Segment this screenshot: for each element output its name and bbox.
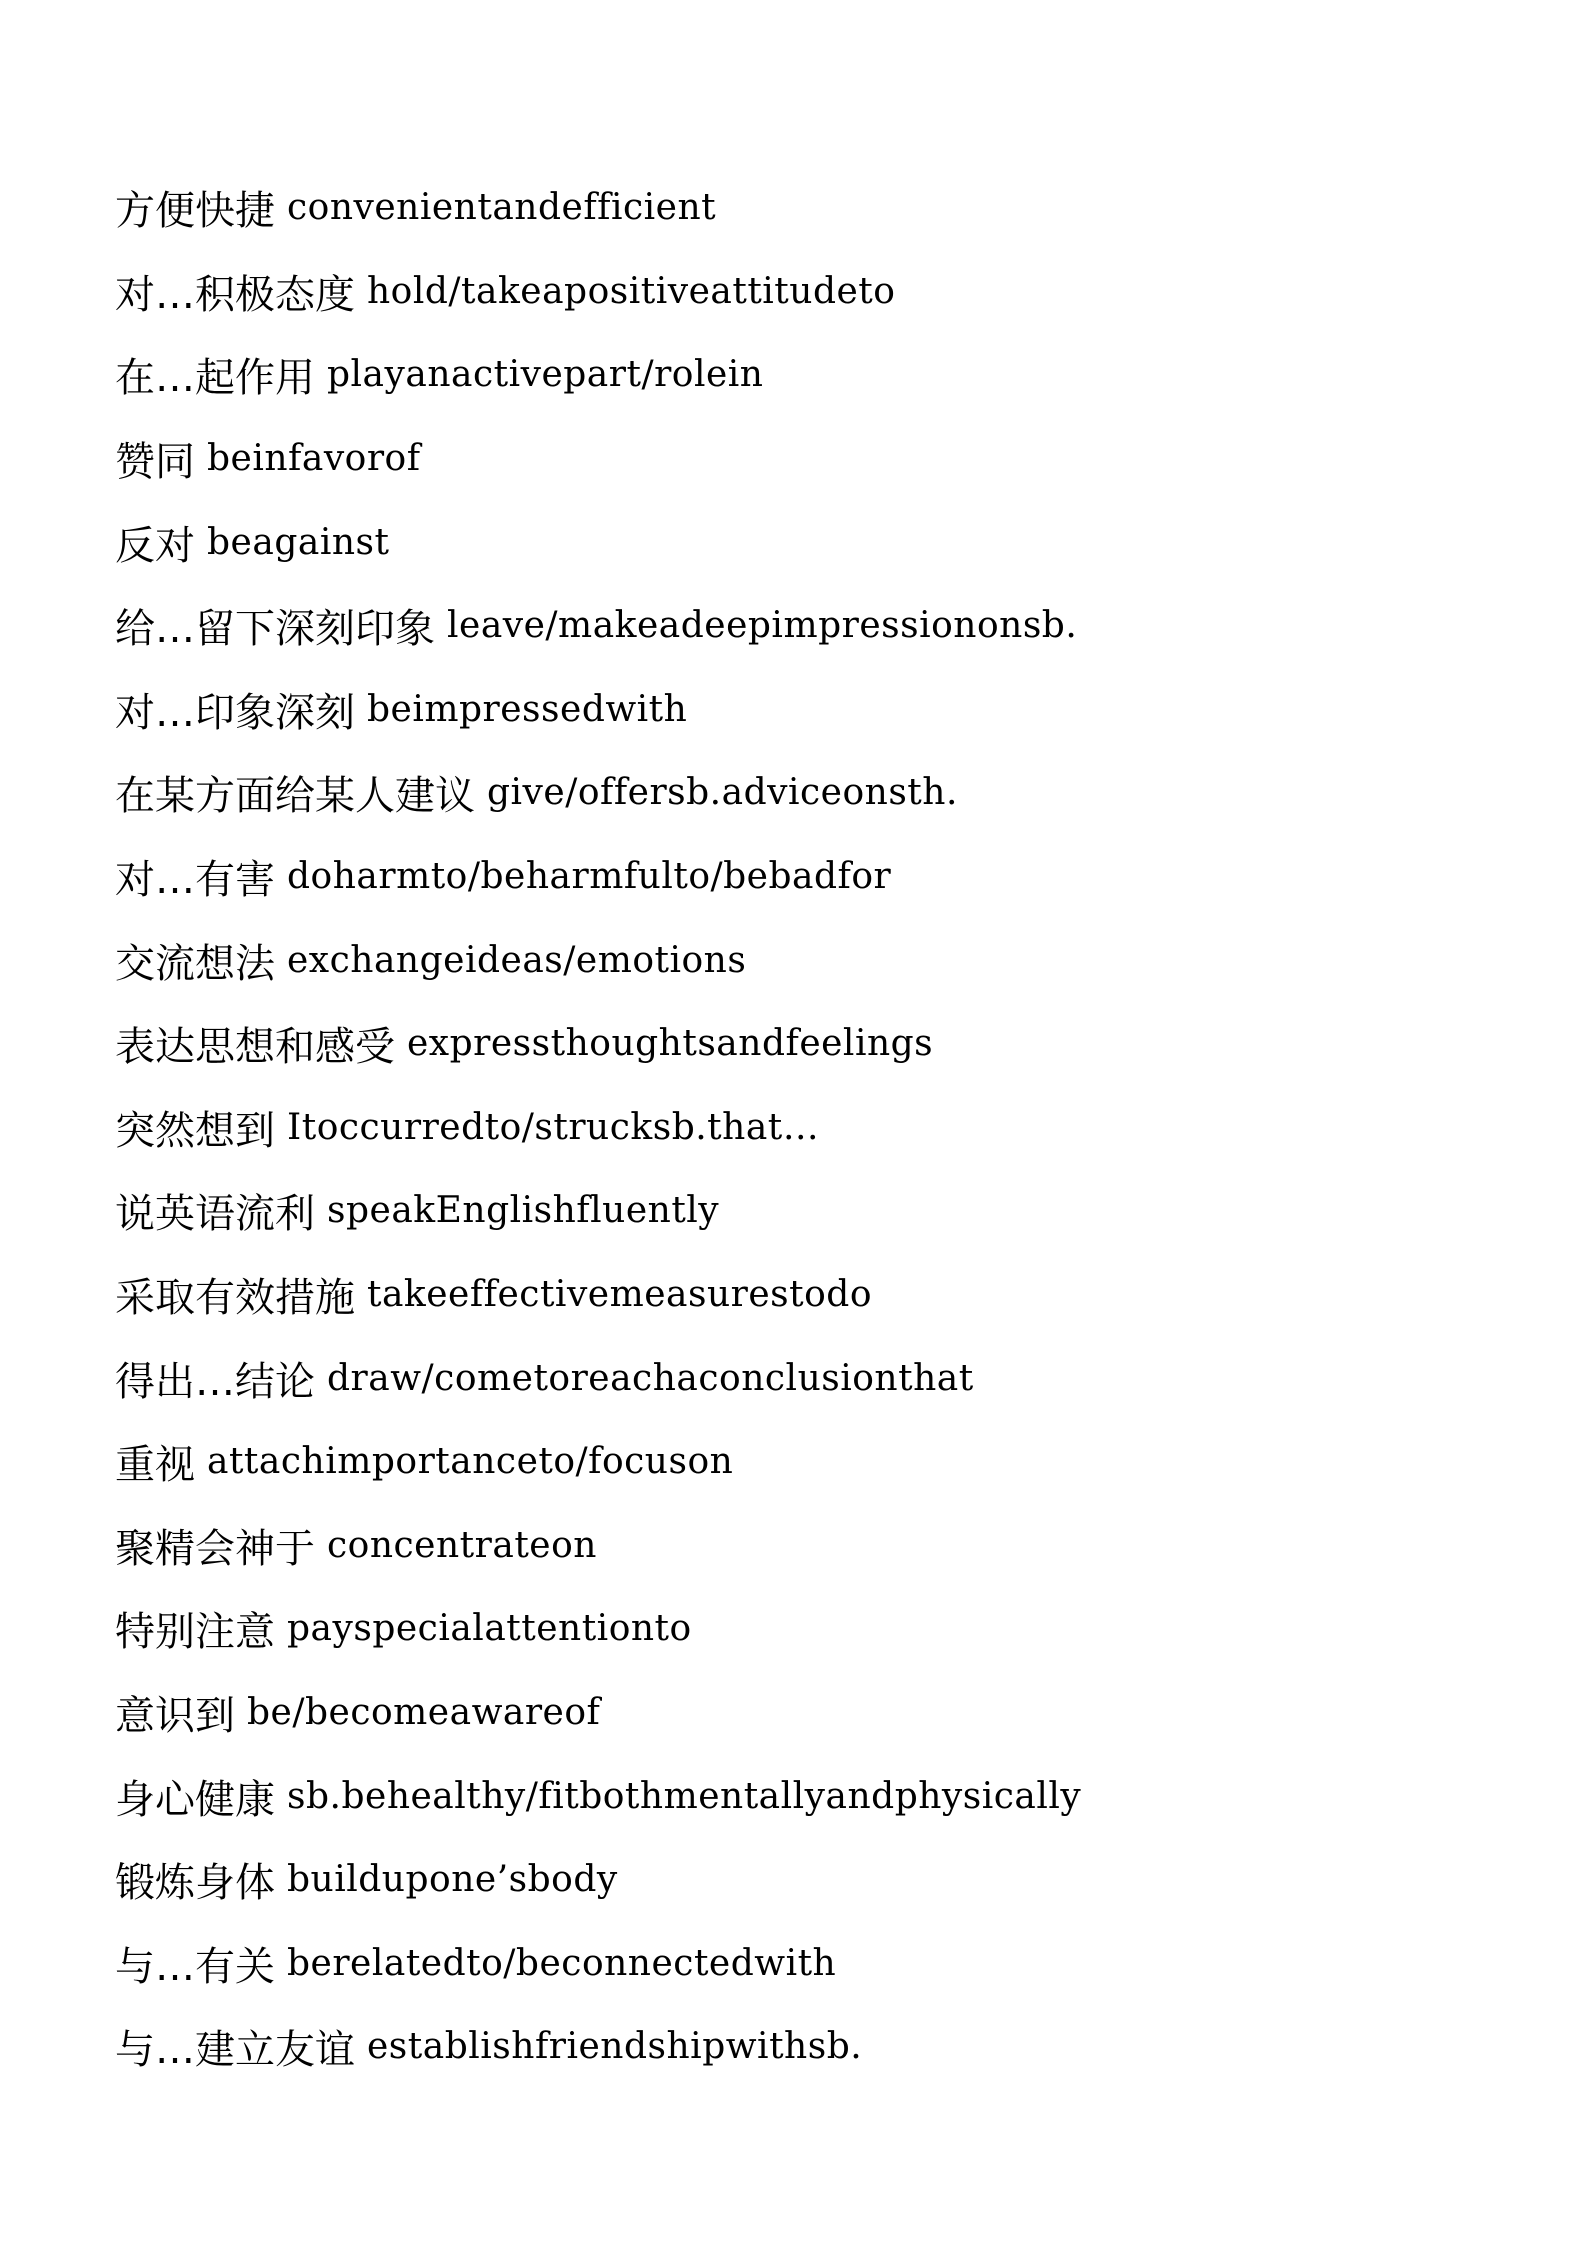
phrase-item [115, 166, 1515, 250]
phrase-item [115, 1921, 1515, 2005]
phrase-item [115, 1504, 1515, 1588]
phrase-english: leave/makeadeepimpressiononsb. [447, 605, 1078, 647]
phrase-item [115, 333, 1515, 417]
phrase-english: beinfavorof [207, 438, 421, 480]
phrase-english: speakEnglishfluently [327, 1190, 720, 1232]
phrase-list [115, 166, 1515, 2089]
phrase-english: give/offersb.adviceonsth. [487, 772, 958, 814]
phrase-english: exchangeideas/emotions [287, 939, 747, 981]
phrase-chinese: 得出…结论 [115, 1358, 315, 1405]
phrase-item [115, 584, 1515, 668]
phrase-item [115, 835, 1515, 919]
phrase-chinese: 表达思想和感受 [115, 1024, 395, 1071]
phrase-item [115, 668, 1515, 752]
phrase-chinese: 意识到 [115, 1692, 235, 1739]
phrase-english: be/becomeawareof [247, 1691, 601, 1733]
phrase-chinese: 重视 [115, 1442, 195, 1489]
phrase-english: hold/takeapositiveattitudeto [367, 270, 896, 312]
phrase-item [115, 1420, 1515, 1504]
phrase-chinese: 突然想到 [115, 1107, 275, 1154]
phrase-chinese: 交流想法 [115, 940, 275, 987]
phrase-item [115, 1086, 1515, 1170]
phrase-english: establishfriendshipwithsb. [367, 2026, 863, 2068]
phrase-chinese: 赞同 [115, 439, 195, 486]
phrase-chinese: 对…印象深刻 [115, 689, 355, 736]
phrase-chinese: 对…有害 [115, 857, 275, 904]
phrase-item [115, 1336, 1515, 1420]
phrase-english: takeeffectivemeasurestodo [367, 1274, 873, 1316]
phrase-item [115, 1169, 1515, 1253]
phrase-english: attachimportanceto/focuson [207, 1441, 734, 1483]
phrase-chinese: 说英语流利 [115, 1191, 315, 1238]
phrase-item [115, 250, 1515, 334]
phrase-chinese: 在某方面给某人建议 [115, 773, 475, 820]
phrase-english: beimpressedwith [367, 688, 688, 730]
phrase-item [115, 1587, 1515, 1671]
phrase-item [115, 417, 1515, 501]
phrase-chinese: 采取有效措施 [115, 1275, 355, 1322]
phrase-item [115, 918, 1515, 1002]
phrase-item [115, 1838, 1515, 1922]
phrase-item [115, 1754, 1515, 1838]
phrase-chinese: 与…建立友谊 [115, 2027, 355, 2074]
phrase-english: sb.behealthy/fitbothmentallyandphysically [287, 1775, 1082, 1817]
phrase-chinese: 聚精会神于 [115, 1525, 315, 1572]
phrase-chinese: 给…留下深刻印象 [115, 606, 435, 653]
phrase-english: expressthoughtsandfeelings [407, 1023, 934, 1065]
phrase-chinese: 反对 [115, 522, 195, 569]
phrase-item [115, 2005, 1515, 2089]
phrase-chinese: 与…有关 [115, 1943, 275, 1990]
phrase-chinese: 方便快捷 [115, 188, 275, 235]
phrase-english: beagainst [207, 521, 390, 563]
phrase-item [115, 751, 1515, 835]
phrase-english: doharmto/beharmfulto/bebadfor [287, 856, 892, 898]
phrase-chinese: 特别注意 [115, 1609, 275, 1656]
phrase-item [115, 500, 1515, 584]
phrase-english: buildupone’sbody [287, 1859, 618, 1901]
phrase-english: draw/cometoreachaconclusionthat [327, 1357, 974, 1399]
phrase-item [115, 1671, 1515, 1755]
phrase-chinese: 对…积极态度 [115, 271, 355, 318]
phrase-english: Itoccurredto/strucksb.that… [287, 1106, 820, 1148]
phrase-english: berelatedto/beconnectedwith [287, 1942, 837, 1984]
phrase-chinese: 在…起作用 [115, 355, 315, 402]
phrase-english: payspecialattentionto [287, 1608, 692, 1650]
phrase-english: playanactivepart/rolein [327, 354, 764, 396]
phrase-english: convenientandefficient [287, 187, 717, 229]
phrase-item [115, 1002, 1515, 1086]
phrase-english: concentrateon [327, 1524, 597, 1566]
phrase-chinese: 身心健康 [115, 1776, 275, 1823]
phrase-chinese: 锻炼身体 [115, 1860, 275, 1907]
phrase-item [115, 1253, 1515, 1337]
